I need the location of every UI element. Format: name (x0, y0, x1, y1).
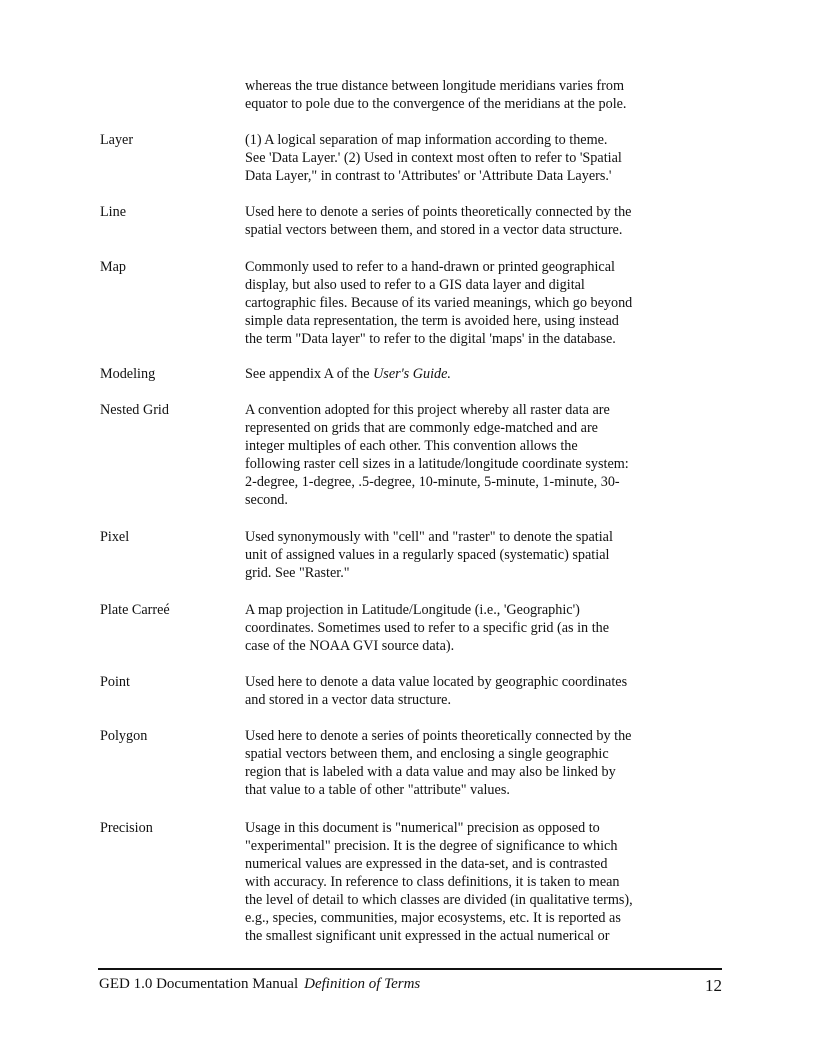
glossary-definition (245, 203, 725, 239)
definition-line: integer multiples of each other. This convention allows the (245, 438, 578, 454)
definition-line: Used here to denote a data value located by geographic coordinates (245, 674, 628, 690)
footer-divider (98, 968, 722, 970)
glossary-term: Polygon (100, 728, 148, 744)
glossary-definition (245, 727, 725, 799)
glossary-definition (245, 673, 725, 709)
glossary-definition (245, 601, 725, 655)
definition-line: simple data representation, the term is avoided here, using instead (245, 313, 619, 329)
definition-text: See appendix A of the (245, 366, 374, 382)
definition-line: whereas the true distance between longitude meridians varies from (245, 78, 624, 94)
glossary-definition (245, 819, 725, 945)
glossary-definition (245, 528, 725, 582)
glossary-definition (245, 365, 725, 383)
definition-line: Used synonymously with "cell" and "raster" to denote the spatial (245, 529, 613, 545)
definition-line: equator to pole due to the convergence of the meridians at the pole. (245, 96, 627, 112)
glossary-term: Layer (100, 132, 134, 148)
definition-line: spatial vectors between them, and stored in a vector data structure. (245, 222, 623, 238)
definition-line: case of the NOAA GVI source data). (245, 638, 455, 654)
definition-line: the term "Data layer" to refer to the digital 'maps' in the database. (245, 331, 616, 347)
definition-line: region that is labeled with a data value and may also be linked by (245, 764, 616, 780)
definition-line: Usage in this document is "numerical" precision as opposed to (245, 820, 600, 836)
glossary-term: Modeling (100, 366, 156, 382)
definition-line: unit of assigned values in a regularly spaced (systematic) spatial (245, 547, 610, 563)
page-number: 12 (705, 976, 722, 995)
definition-line: cartographic files. Because of its varied meanings, which go beyond (245, 295, 633, 311)
glossary-term: Point (100, 674, 130, 690)
definition-line: the level of detail to which classes are divided (in qualitative terms), (245, 892, 633, 908)
definition-line: Data Layer," in contrast to 'Attributes' or 'Attribute Data Layers.' (245, 168, 612, 184)
glossary-term: Pixel (100, 529, 130, 545)
definition-line: "experimental" precision. It is the degree of significance to which (245, 838, 618, 854)
definition-line: Used here to denote a series of points theoretically connected by the (245, 204, 632, 220)
definition-line: coordinates. Sometimes used to refer to a specific grid (as in the (245, 620, 610, 636)
definition-line: the smallest significant unit expressed in the actual numerical or (245, 928, 610, 944)
continued-definition (245, 77, 725, 113)
document-title: GED 1.0 Documentation Manual (99, 976, 299, 992)
cited-title: User's Guide. (373, 366, 451, 382)
definition-line: numerical values are expressed in the data-set, and is contrasted (245, 856, 608, 872)
glossary-definition (245, 258, 725, 348)
glossary-term: Plate Carreé (100, 602, 170, 618)
definition-line: following raster cell sizes in a latitude/longitude coordinate system: (245, 456, 629, 472)
definition-line: spatial vectors between them, and enclosing a single geographic (245, 746, 609, 762)
definition-line: A map projection in Latitude/Longitude (i.e., 'Geographic') (245, 602, 580, 618)
running-footer (99, 976, 420, 993)
definition-line: e.g., species, communities, major ecosystems, etc. It is reported as (245, 910, 621, 926)
glossary-term: Map (100, 259, 127, 275)
glossary-term: Nested Grid (100, 402, 169, 418)
glossary-term: Precision (100, 820, 153, 836)
definition-line: display, but also used to refer to a GIS data layer and digital (245, 277, 585, 293)
definition-line: with accuracy. In reference to class definitions, it is taken to mean (245, 874, 620, 890)
glossary-definition (245, 131, 725, 185)
glossary-definition (245, 401, 725, 509)
definition-line: See 'Data Layer.' (2) Used in context most often to refer to 'Spatial (245, 150, 622, 166)
definition-line: grid. See "Raster." (245, 565, 350, 581)
definition-line: (1) A logical separation of map information according to theme. (245, 132, 608, 148)
definition-line: represented on grids that are commonly edge-matched and are (245, 420, 598, 436)
definition-line: Used here to denote a series of points theoretically connected by the (245, 728, 632, 744)
definition-line: 2-degree, 1-degree, .5-degree, 10-minute, 5-minute, 1-minute, 30- (245, 474, 620, 490)
definition-line: and stored in a vector data structure. (245, 692, 452, 708)
section-title: Definition of Terms (304, 976, 421, 992)
definition-line: second. (245, 492, 288, 508)
definition-line (245, 365, 725, 383)
definition-line: Commonly used to refer to a hand-drawn or printed geographical (245, 259, 615, 275)
definition-line: that value to a table of other "attribute" values. (245, 782, 510, 798)
glossary-term: Line (100, 204, 126, 220)
definition-line: A convention adopted for this project whereby all raster data are (245, 402, 610, 418)
